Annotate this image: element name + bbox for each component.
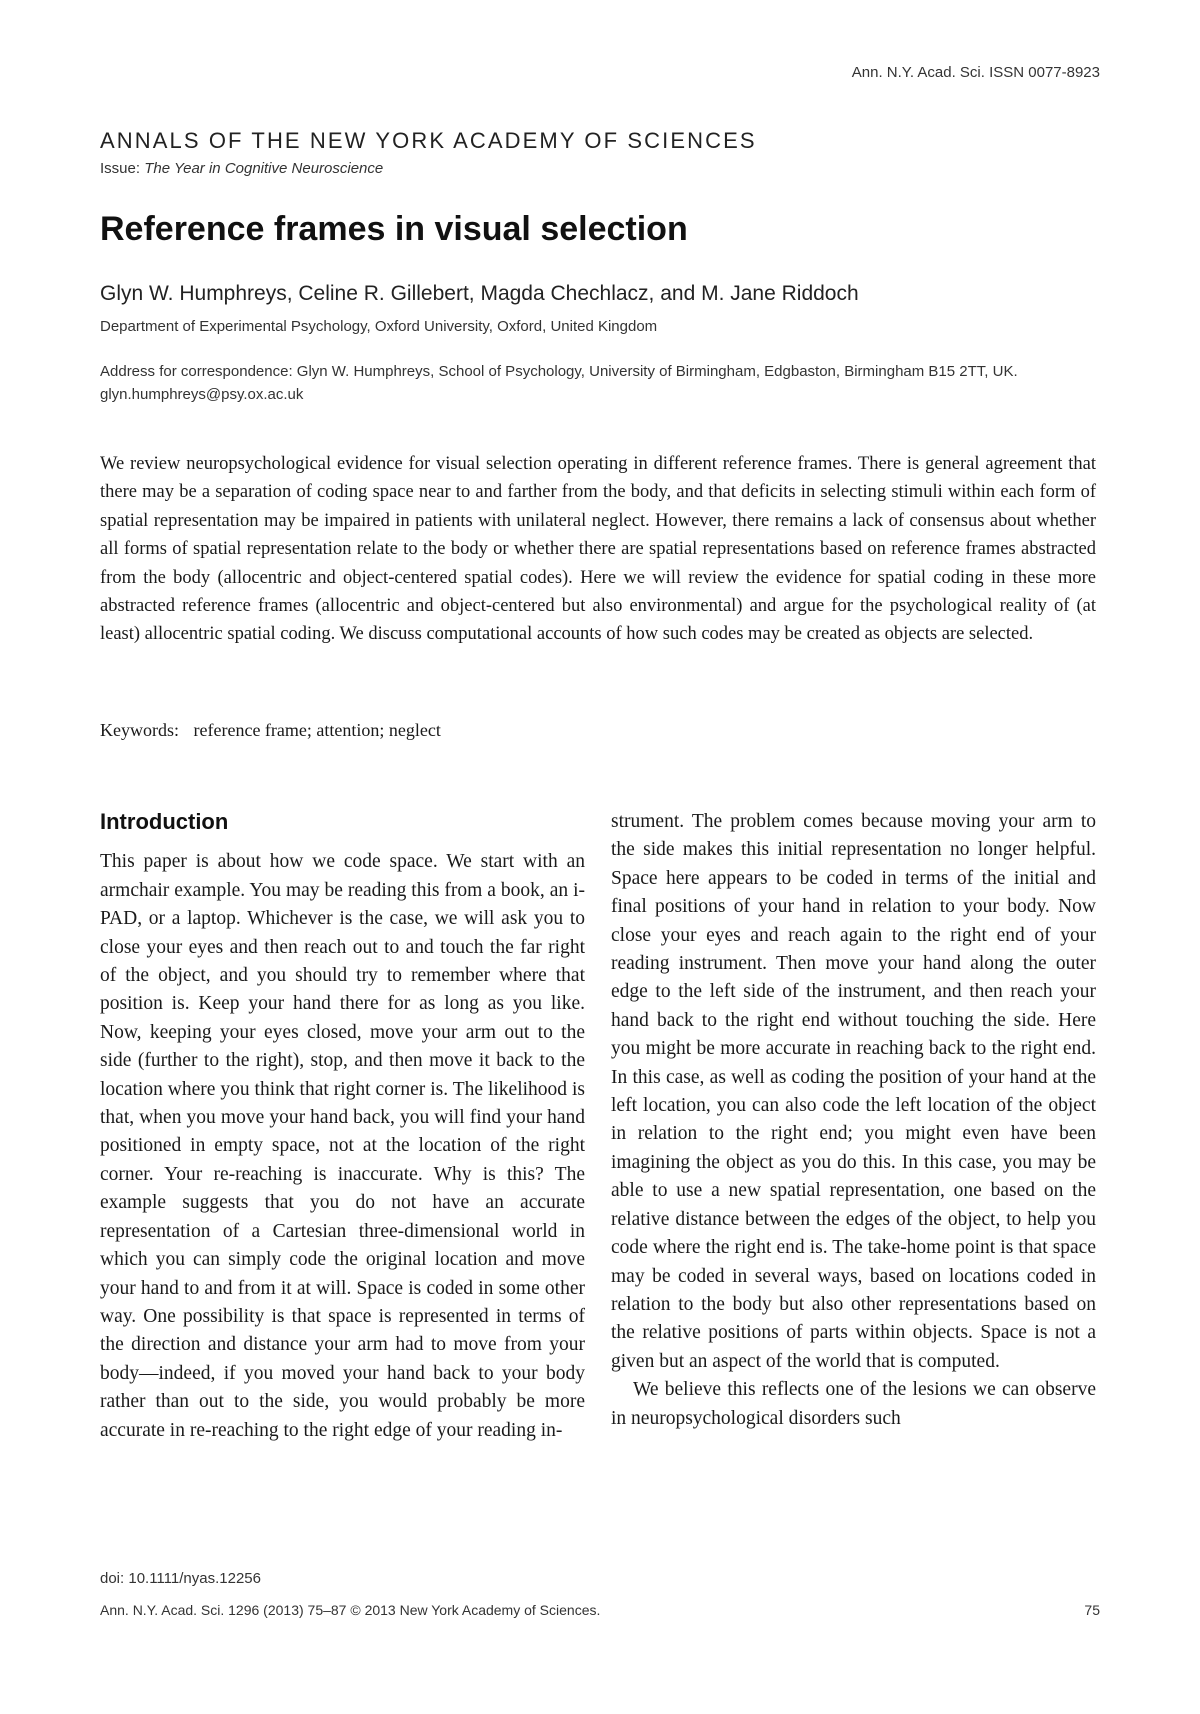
keywords: [100, 720, 441, 741]
issn-header: Ann. N.Y. Acad. Sci. ISSN 0077-8923: [851, 64, 1100, 81]
article-title: Reference frames in visual selection: [100, 210, 688, 248]
body-column-right: [611, 808, 1096, 1433]
paragraph: strument. The problem comes because moving your arm to the side makes this initial representation no longer helpful. Space here appears to be coded in terms of the initial and final positions of your hand in relation to your body. Now close your eyes and reach again to the right end of your reading instrument. Then move your hand along the outer edge to the left side of the instrument, and then reach your hand back to the right end without touching the side. Here you might be more accurate in reaching back to the right end. In this case, as well as coding the position of your hand at the left location, you can also code the left location of the object in relation to the right end; you might even have been imagining the object as you do this. In this case, you may be able to use a new spatial representation, one based on the relative distance between the edges of the object, to help you code where the right end is. The take-home point is that space may be coded in several ways, based on locations coded in relation to the body but also other representations based on the relative positions of parts within objects. Space is not a given but an aspect of the world that is computed.: [611, 811, 1096, 1372]
affiliation: Department of Experimental Psychology, Oxford University, Oxford, United Kingdom: [100, 318, 658, 335]
author-list: Glyn W. Humphreys, Celine R. Gillebert, Magda Chechlacz, and M. Jane Riddoch: [100, 282, 859, 305]
doi: doi: 10.1111/nyas.12256: [100, 1570, 261, 1587]
correspondence-address: Address for correspondence: Glyn W. Humphreys, School of Psychology, University of Birmingham, Edgbaston, Birmingham B15 2TT, UK. glyn.humphreys@psy.ox.ac.uk: [100, 363, 1018, 403]
journal-name: ANNALS OF THE NEW YORK ACADEMY OF SCIENCES: [100, 128, 757, 153]
section-heading-introduction: Introduction: [100, 809, 229, 834]
citation-footer: Ann. N.Y. Acad. Sci. 1296 (2013) 75–87 © 2013 New York Academy of Sciences.: [100, 1602, 601, 1618]
keywords-list: reference frame; attention; neglect: [193, 720, 441, 740]
body-column-left: [100, 808, 585, 1445]
paragraph: This paper is about how we code space. We start with an armchair example. You may be reading this from a book, an i-PAD, or a laptop. Whichever is the case, we will ask you to close your eyes and then reach out to and touch the far right of the object, and you should try to remember where that position is. Keep your hand there for as long as you like. Now, keeping your eyes closed, move your arm out to the side (further to the right), stop, and then move it back to the location where you think that right corner is. The likelihood is that, when you move your hand back, you will find your hand positioned in empty space, not at the location of the right corner. Your re-reaching is inaccurate. Why is this? The example suggests that you do not have an accurate representation of a Cartesian three-dimensional world in which you can simply code the original location and move your hand to and from it at will. Space is coded in some other way. One possibility is that space is represented in terms of the direction and distance your arm had to move from your body—indeed, if you moved your hand back to your body rather than out to the side, you would probably be more accurate in re-reaching to the right edge of your reading in-: [100, 851, 585, 1441]
keywords-label: Keywords:: [100, 720, 179, 740]
abstract: We review neuropsychological evidence for visual selection operating in different reference frames. There is general agreement that there may be a separation of coding space near to and farther from the body, and that deficits in selecting stimuli within each form of spatial representation may be impaired in patients with unilateral neglect. However, there remains a lack of consensus about whether all forms of spatial representation relate to the body or whether there are spatial representations based on reference frames abstracted from the body (allocentric and object-centered spatial codes). Here we will review the evidence for spatial coding in these more abstracted reference frames (allocentric and object-centered but also environmental) and argue for the psychological reality of (at least) allocentric spatial coding. We discuss computational accounts of how such codes may be created as objects are selected.: [100, 454, 1096, 645]
paragraph: We believe this reflects one of the lesions we can observe in neuropsychological disorders such: [611, 1379, 1096, 1429]
page-number: 75: [1084, 1602, 1100, 1618]
issue-label: Issue:: [100, 160, 141, 177]
issue-name: The Year in Cognitive Neuroscience: [144, 160, 384, 177]
issue-line: [100, 160, 383, 177]
